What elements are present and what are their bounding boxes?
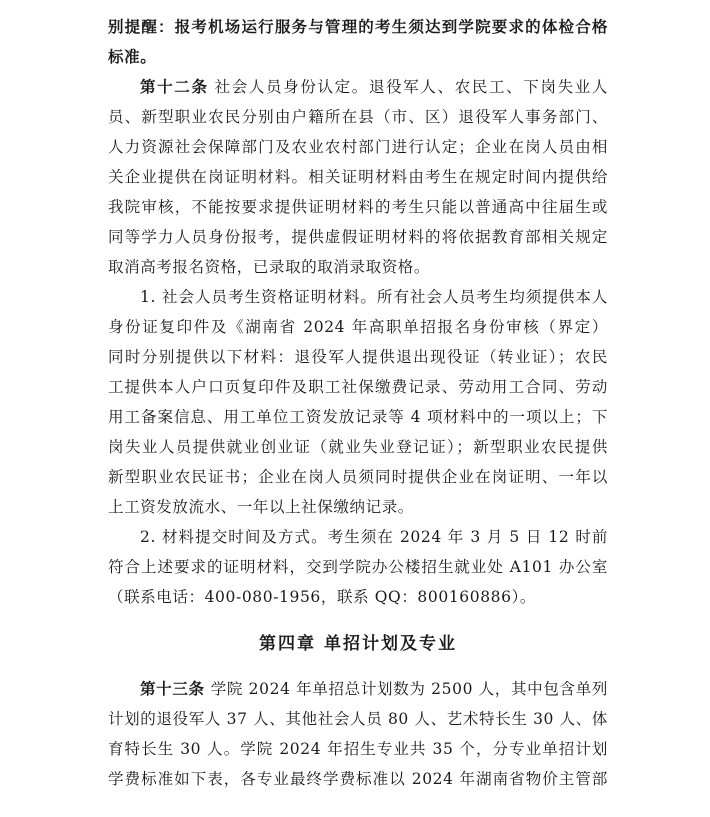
chapter-4-heading: 第四章 单招计划及专业 bbox=[259, 634, 457, 654]
article-12-line: 同等学力人员身份报考，提供虚假证明材料的将依据教育部相关规定 bbox=[108, 228, 608, 246]
article-13-line: 学费标准如下表，各专业最终学费标准以 2024 年湖南省物价主管部 bbox=[108, 770, 608, 788]
item-1-line: 用工备案信息、用工单位工资发放记录等 4 项材料中的一项以上；下 bbox=[108, 408, 608, 426]
item-1-line: 同时分别提供以下材料：退役军人提供退出现役证（转业证）；农民 bbox=[108, 348, 608, 366]
article-13-text: 学院 2024 年单招总计划数为 2500 人，其中包含单列 bbox=[210, 680, 608, 698]
article-12-label: 第十二条 bbox=[140, 78, 209, 96]
article-13-line-1 bbox=[108, 674, 608, 704]
item-2-line: 2. 材料提交时间及方式。考生须在 2024 年 3 月 5 日 12 时前 bbox=[140, 528, 608, 546]
item-1-line: 工提供本人户口页复印件及职工社保缴费记录、劳动用工合同、劳动 bbox=[108, 378, 608, 396]
article-13-label: 第十三条 bbox=[140, 680, 205, 698]
item-2-line: 符合上述要求的证明材料，交到学院办公楼招生就业处 A101 办公室 bbox=[108, 558, 608, 576]
article-13-line: 计划的退役军人 37 人、其他社会人员 80 人、艺术特长生 30 人、体 bbox=[108, 710, 608, 728]
item-1-line: 新型职业农民证书；企业在岗人员须同时提供企业在岗证明、一年以 bbox=[108, 468, 608, 486]
article-12-line: 我院审核，不能按要求提供证明材料的考生只能以普通高中往届生或 bbox=[108, 198, 608, 216]
document-page bbox=[108, 12, 608, 794]
article-12-line: 取消高考报名资格，已录取的取消录取资格。 bbox=[108, 258, 431, 276]
article-12-line: 人力资源社会保障部门及农业农村部门进行认定；企业在岗人员由相 bbox=[108, 138, 608, 156]
article-12-text: 社会人员身份认定。退役军人、农民工、下岗失业人 bbox=[214, 78, 608, 96]
intro-line-1: 别提醒：报考机场运行服务与管理的考生须达到学院要求的体检合格 bbox=[108, 18, 608, 36]
item-1-line: 身份证复印件及《湖南省 2024 年高职单招报名身份审核（界定） bbox=[108, 318, 608, 336]
item-1-line: 1. 社会人员考生资格证明材料。所有社会人员考生均须提供本人 bbox=[140, 288, 608, 306]
item-2-line: （联系电话：400-080-1956，联系 QQ：800160886）。 bbox=[108, 588, 537, 606]
article-12-line: 关企业提供在岗证明材料。相关证明材料由考生在规定时间内提供给 bbox=[108, 168, 608, 186]
article-13-line: 育特长生 30 人。学院 2024 年招生专业共 35 个，分专业单招计划 bbox=[108, 740, 608, 758]
article-12-line: 员、新型职业农民分别由户籍所在县（市、区）退役军人事务部门、 bbox=[108, 108, 608, 126]
item-1-line: 上工资发放流水、一年以上社保缴纳记录。 bbox=[108, 498, 414, 516]
intro-line-2: 标准。 bbox=[108, 48, 157, 66]
article-12-line-1 bbox=[108, 72, 608, 102]
item-1-line: 岗失业人员提供就业创业证（就业失业登记证）；新型职业农民提供 bbox=[108, 438, 608, 456]
